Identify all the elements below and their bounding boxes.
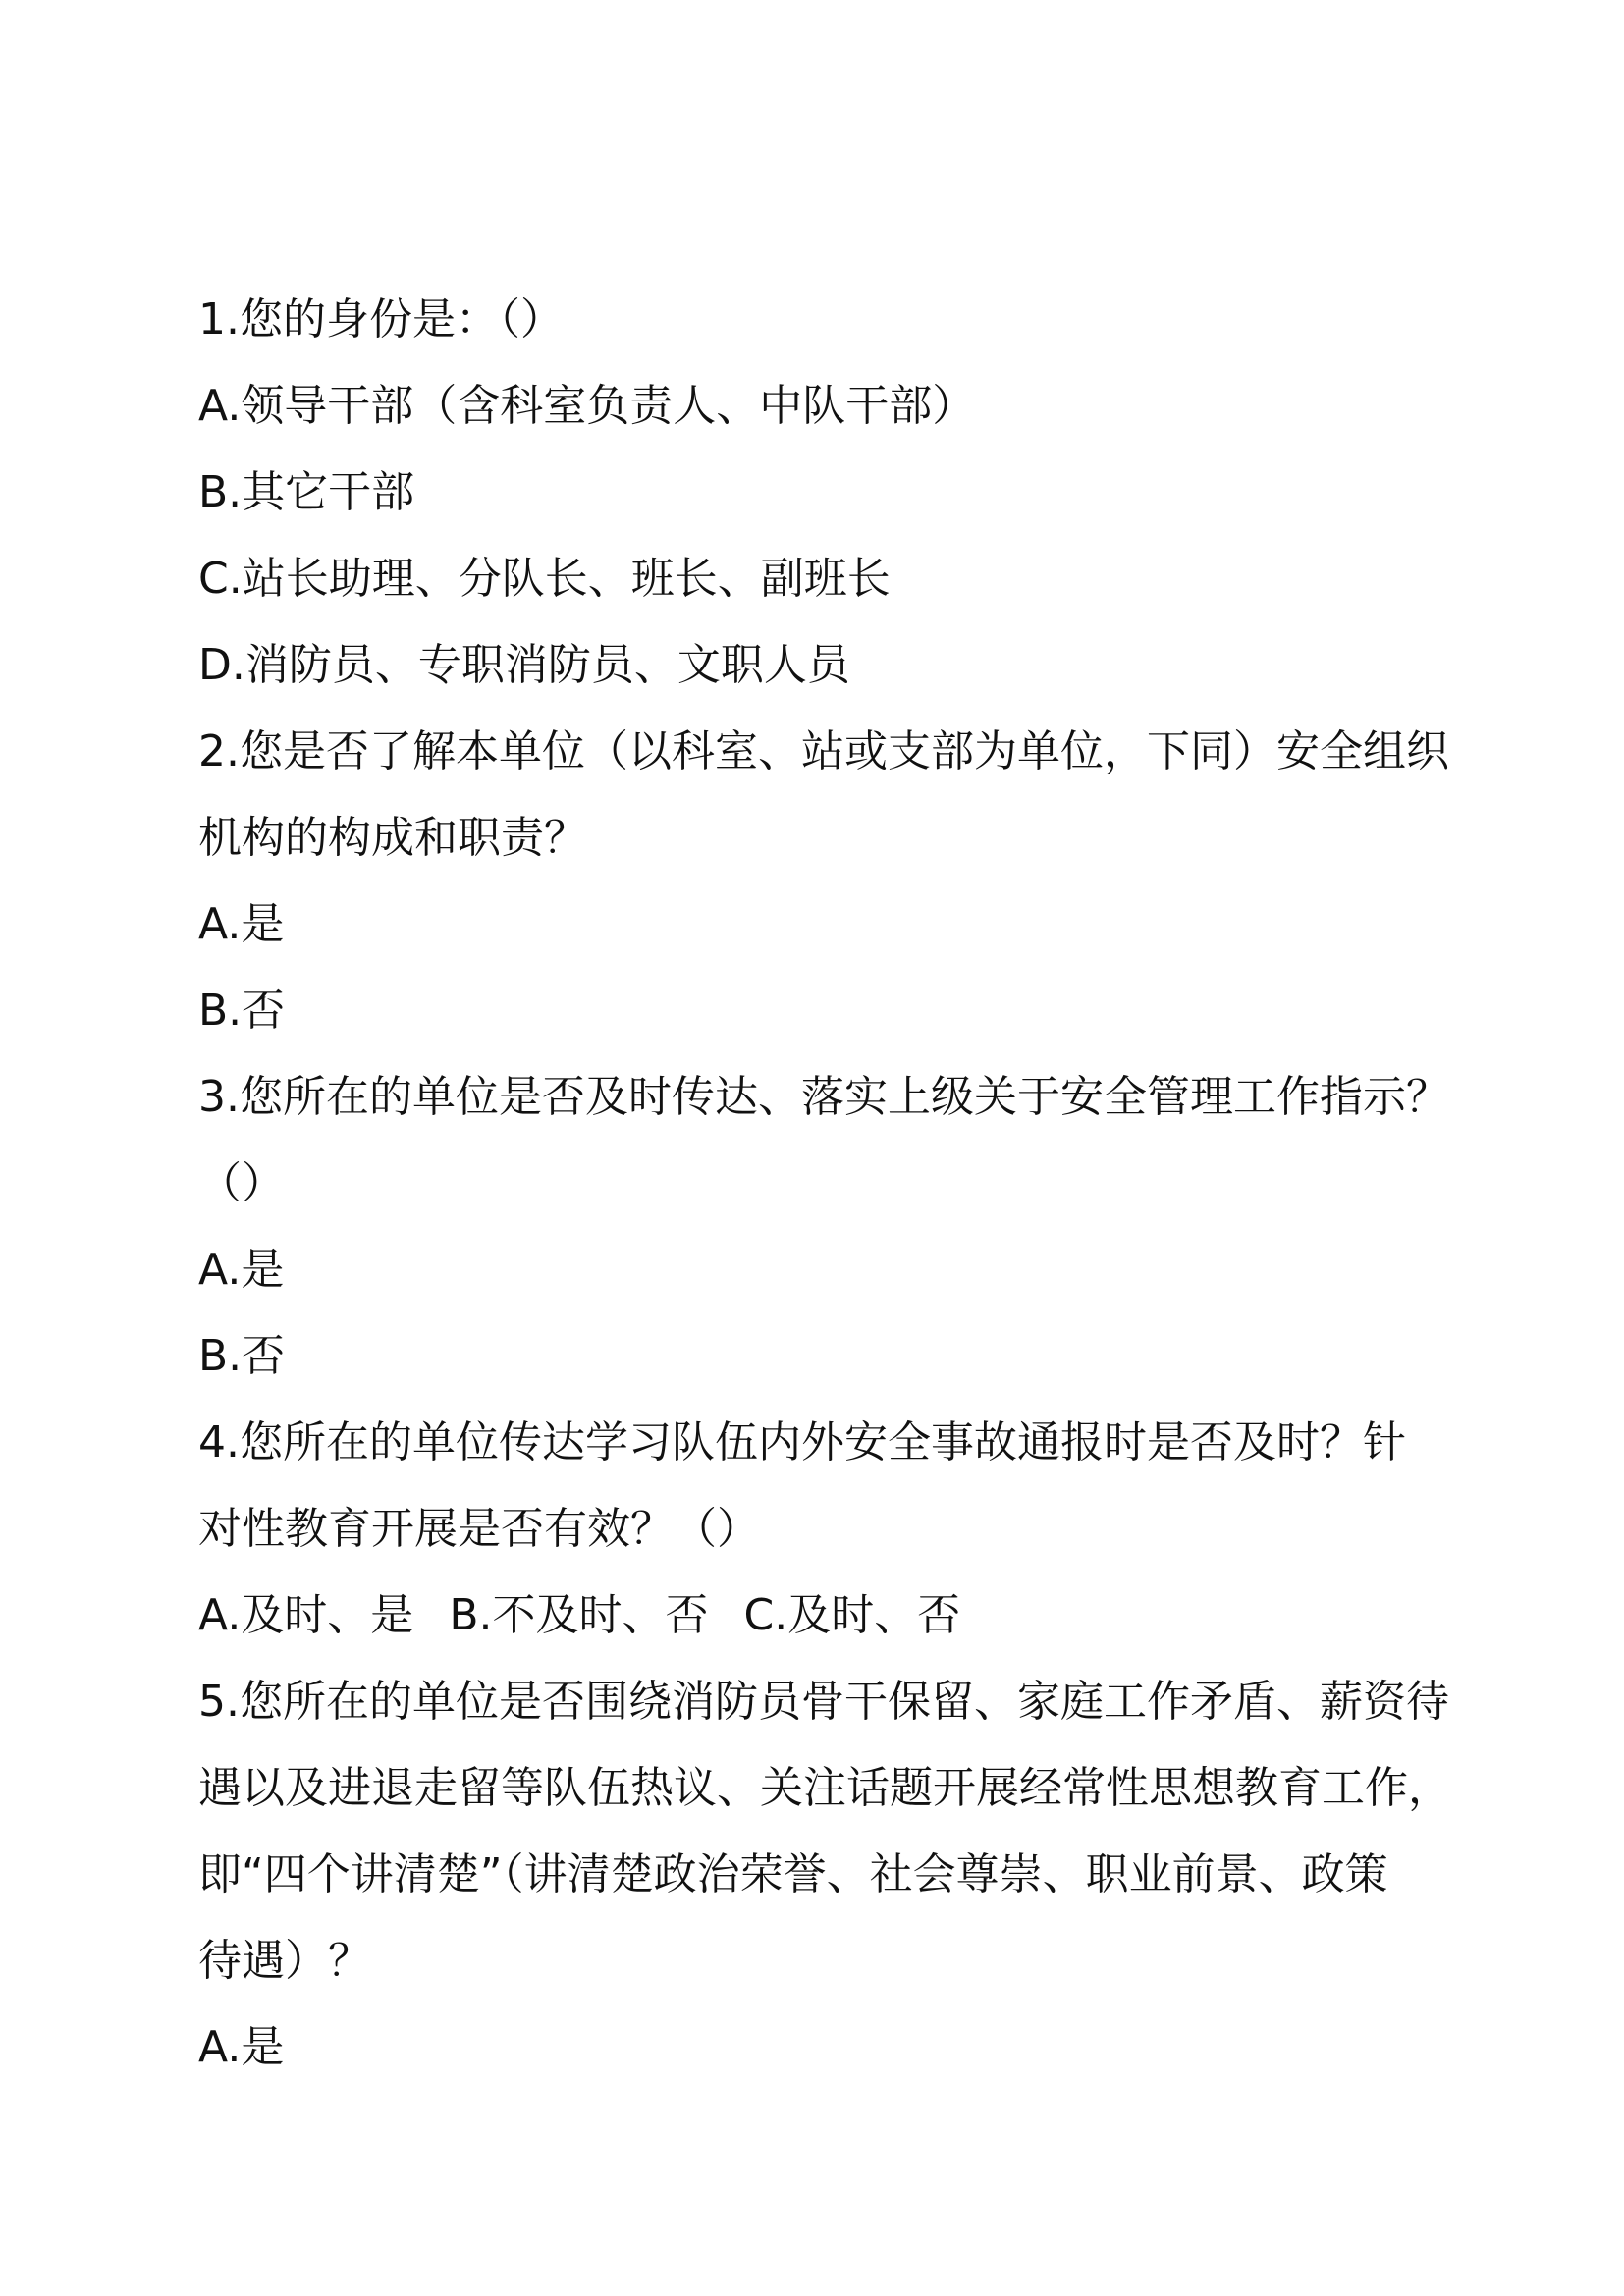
question-5-text-line-1: 5.您所在的单位是否围绕消防员骨干保留、家庭工作矛盾、薪资待 bbox=[198, 1677, 1449, 1727]
question-4-text-line-1: 4.您所在的单位传达学习队伍内外安全事故通报时是否及时？针 bbox=[198, 1417, 1406, 1468]
question-2-text-line-1: 2.您是否了解本单位（以科室、站或支部为单位，下同）安全组织 bbox=[198, 726, 1449, 776]
question-2-option-b: B.否 bbox=[198, 986, 286, 1036]
question-5-text-line-4: 待遇）？ bbox=[198, 1936, 371, 1986]
question-1-text: 1.您的身份是：（） bbox=[198, 294, 564, 345]
question-3-text-line-1: 3.您所在的单位是否及时传达、落实上级关于安全管理工作指示？ bbox=[198, 1072, 1449, 1122]
question-1-option-b: B.其它干部 bbox=[198, 467, 415, 517]
question-4-text-line-2: 对性教育开展是否有效？（） bbox=[198, 1504, 760, 1554]
question-4-option-b: B.不及时、否 bbox=[449, 1590, 709, 1640]
question-1-option-a: A.领导干部（含科室负责人、中队干部） bbox=[198, 381, 976, 431]
question-5-text-line-3: 即“四个讲清楚”（讲清楚政治荣誉、社会尊崇、职业前景、政策 bbox=[198, 1849, 1388, 1899]
question-4-option-a: A.及时、是 bbox=[198, 1590, 414, 1640]
question-5-option-a: A.是 bbox=[198, 2022, 285, 2072]
question-3-text-line-2: （） bbox=[198, 1158, 285, 1208]
question-3-option-b: B.否 bbox=[198, 1331, 286, 1381]
question-2-text-line-2: 机构的构成和职责？ bbox=[198, 813, 587, 863]
question-5-text-line-2: 遇以及进退走留等队伍热议、关注话题开展经常性思想教育工作， bbox=[198, 1763, 1451, 1813]
question-1-option-d: D.消防员、专职消防员、文职人员 bbox=[198, 640, 850, 690]
question-4-options bbox=[198, 1573, 1440, 1659]
question-4-option-c: C.及时、否 bbox=[743, 1590, 961, 1640]
questionnaire-body bbox=[198, 277, 1451, 2091]
question-3-option-a: A.是 bbox=[198, 1245, 285, 1295]
question-1-option-c: C.站长助理、分队长、班长、副班长 bbox=[198, 554, 891, 604]
question-2-option-a: A.是 bbox=[198, 899, 285, 949]
